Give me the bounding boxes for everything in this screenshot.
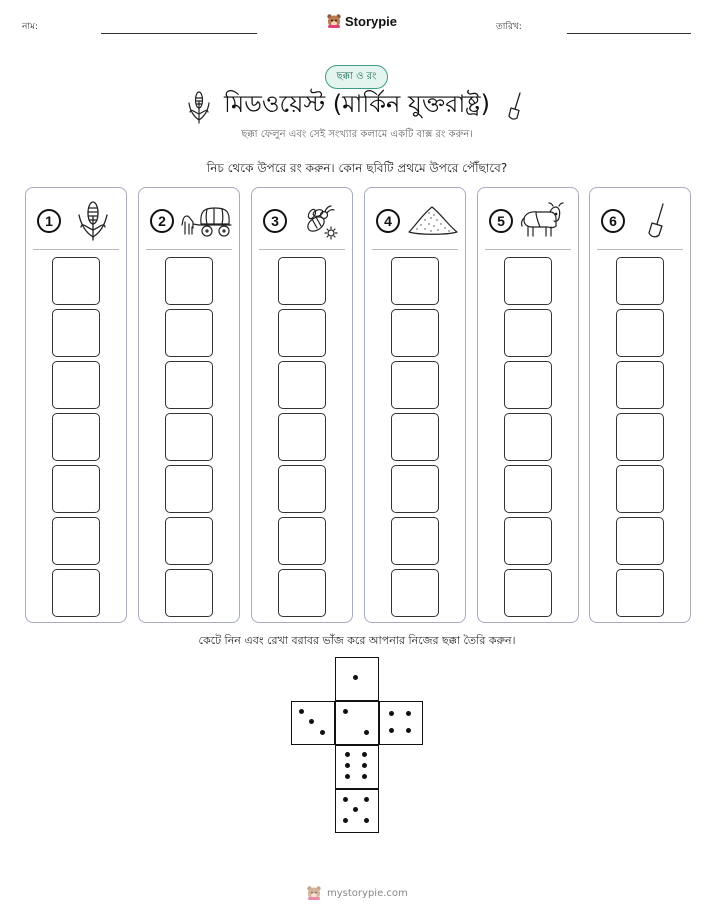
shovel-icon bbox=[503, 91, 527, 123]
column-header bbox=[478, 188, 578, 250]
color-box[interactable] bbox=[504, 465, 552, 513]
color-box[interactable] bbox=[278, 517, 326, 565]
bison-icon bbox=[520, 200, 564, 242]
shovel-icon bbox=[636, 200, 678, 242]
dice-pip bbox=[353, 675, 358, 680]
dice-pip bbox=[406, 728, 411, 733]
color-box[interactable] bbox=[165, 361, 213, 409]
corn-icon bbox=[72, 200, 114, 242]
column-number: 5 bbox=[489, 209, 513, 233]
dice-pip bbox=[362, 774, 367, 779]
color-box[interactable] bbox=[616, 569, 664, 617]
dice-pip bbox=[343, 797, 348, 802]
color-box[interactable] bbox=[52, 257, 100, 305]
column-6 bbox=[589, 187, 691, 623]
instruction: নিচ থেকে উপরে রং করুন। কোন ছবিটি প্রথমে উপরে পৌঁছাবে? bbox=[206, 161, 508, 175]
dice-pip bbox=[343, 818, 348, 823]
dice-face-2 bbox=[335, 701, 379, 745]
color-box[interactable] bbox=[278, 569, 326, 617]
column-1 bbox=[25, 187, 127, 623]
dice-pip bbox=[364, 730, 369, 735]
color-box[interactable] bbox=[616, 361, 664, 409]
column-divider bbox=[259, 249, 345, 250]
color-box[interactable] bbox=[165, 413, 213, 461]
column-number: 3 bbox=[263, 209, 287, 233]
dice-face-4 bbox=[379, 701, 423, 745]
color-box[interactable] bbox=[278, 465, 326, 513]
column-number: 4 bbox=[376, 209, 400, 233]
color-box[interactable] bbox=[391, 569, 439, 617]
column-5 bbox=[477, 187, 579, 623]
name-line[interactable] bbox=[101, 33, 257, 34]
column-2 bbox=[138, 187, 240, 623]
column-number: 2 bbox=[150, 209, 174, 233]
column-divider bbox=[33, 249, 119, 250]
color-box[interactable] bbox=[616, 465, 664, 513]
dice-pip bbox=[364, 818, 369, 823]
footer-url[interactable]: mystorypie.com bbox=[327, 887, 408, 899]
column-divider bbox=[146, 249, 232, 250]
color-box[interactable] bbox=[165, 465, 213, 513]
storypie-bear-icon bbox=[326, 13, 342, 29]
dice-pip bbox=[362, 752, 367, 757]
color-box[interactable] bbox=[52, 361, 100, 409]
column-divider bbox=[485, 249, 571, 250]
brand-logo bbox=[326, 13, 397, 29]
footer bbox=[306, 885, 408, 901]
column-header bbox=[365, 188, 465, 250]
dice-face-3 bbox=[291, 701, 335, 745]
column-number: 1 bbox=[37, 209, 61, 233]
cut-instruction: কেটে নিন এবং রেখা বরাবর ভাঁজ করে আপনার নিজের ছক্কা তৈরি করুন। bbox=[198, 634, 516, 647]
color-box[interactable] bbox=[391, 257, 439, 305]
color-box[interactable] bbox=[616, 517, 664, 565]
dice-pip bbox=[345, 763, 350, 768]
column-divider bbox=[372, 249, 458, 250]
dice-pip bbox=[353, 807, 358, 812]
dice-pip bbox=[389, 728, 394, 733]
color-box[interactable] bbox=[278, 413, 326, 461]
dice-pip bbox=[299, 709, 304, 714]
color-box[interactable] bbox=[165, 309, 213, 357]
column-4 bbox=[364, 187, 466, 623]
color-box[interactable] bbox=[52, 413, 100, 461]
column-header bbox=[26, 188, 126, 250]
dice-pip bbox=[345, 774, 350, 779]
color-box[interactable] bbox=[616, 257, 664, 305]
brand-name: Storypie bbox=[345, 13, 398, 29]
color-box[interactable] bbox=[391, 517, 439, 565]
date-label: তারিখ: bbox=[496, 22, 522, 32]
color-box[interactable] bbox=[616, 413, 664, 461]
color-box[interactable] bbox=[278, 257, 326, 305]
color-box[interactable] bbox=[504, 361, 552, 409]
bee-icon bbox=[298, 200, 340, 242]
dice-face-6 bbox=[335, 745, 379, 789]
grain-pile-icon bbox=[407, 200, 459, 242]
column-header bbox=[590, 188, 690, 250]
subtitle: ছক্কা ফেলুন এবং সেই সংখ্যার কলামে একটি বাক্স রং করুন। bbox=[241, 129, 473, 140]
color-box[interactable] bbox=[616, 309, 664, 357]
dice-pip bbox=[406, 711, 411, 716]
storypie-bear-icon bbox=[306, 885, 322, 901]
page-title: মিডওয়েস্ট (মার্কিন যুক্তরাষ্ট্র) bbox=[224, 90, 490, 118]
color-box[interactable] bbox=[52, 569, 100, 617]
color-box[interactable] bbox=[391, 309, 439, 357]
color-box[interactable] bbox=[278, 361, 326, 409]
color-box[interactable] bbox=[165, 257, 213, 305]
covered-wagon-icon bbox=[181, 200, 233, 242]
color-box[interactable] bbox=[165, 517, 213, 565]
name-label: নাম: bbox=[22, 22, 39, 32]
color-box[interactable] bbox=[278, 309, 326, 357]
color-box[interactable] bbox=[504, 413, 552, 461]
dice-pip bbox=[343, 709, 348, 714]
color-box[interactable] bbox=[165, 569, 213, 617]
color-box[interactable] bbox=[391, 361, 439, 409]
color-box[interactable] bbox=[52, 517, 100, 565]
color-box[interactable] bbox=[391, 465, 439, 513]
date-line[interactable] bbox=[567, 33, 691, 34]
column-divider bbox=[597, 249, 683, 250]
dice-face-5 bbox=[335, 789, 379, 833]
color-box[interactable] bbox=[52, 309, 100, 357]
dice-pip bbox=[362, 763, 367, 768]
column-number: 6 bbox=[601, 209, 625, 233]
color-box[interactable] bbox=[52, 465, 100, 513]
column-header bbox=[252, 188, 352, 250]
color-box[interactable] bbox=[504, 569, 552, 617]
dice-pip bbox=[320, 730, 325, 735]
color-box[interactable] bbox=[504, 257, 552, 305]
dice-pip bbox=[389, 711, 394, 716]
column-3 bbox=[251, 187, 353, 623]
color-box[interactable] bbox=[504, 517, 552, 565]
dice-pip bbox=[364, 797, 369, 802]
column-header bbox=[139, 188, 239, 250]
dice-face-1 bbox=[335, 657, 379, 701]
color-box[interactable] bbox=[391, 413, 439, 461]
dice-pip bbox=[345, 752, 350, 757]
dice-pip bbox=[309, 719, 314, 724]
color-box[interactable] bbox=[504, 309, 552, 357]
game-type-badge: ছক্কা ও রং bbox=[325, 65, 388, 89]
